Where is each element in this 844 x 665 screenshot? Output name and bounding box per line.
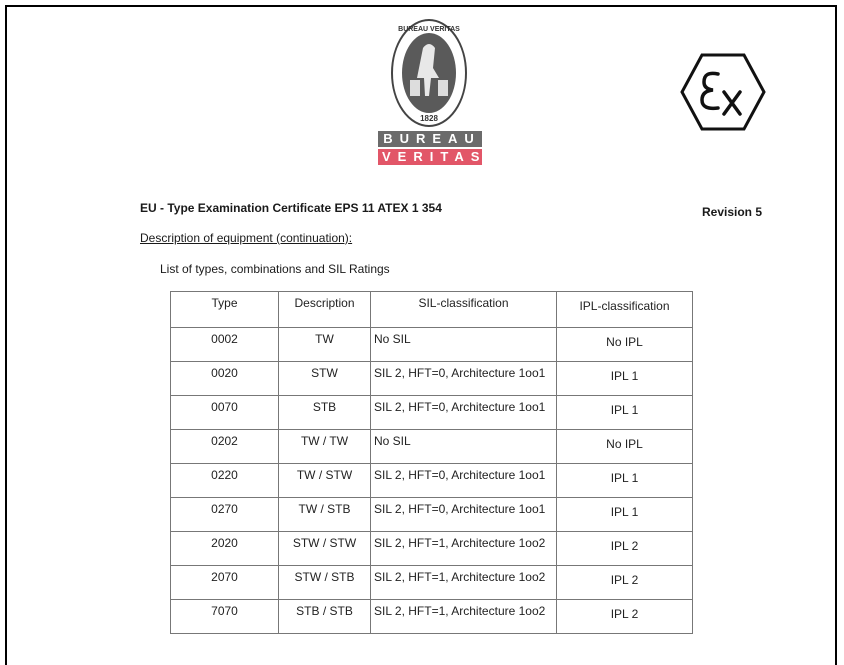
- table-row: [171, 396, 693, 430]
- cell-description: STB: [279, 396, 371, 430]
- cell-type: 0270: [171, 498, 279, 532]
- cell-type: 2020: [171, 532, 279, 566]
- cell-sil: SIL 2, HFT=0, Architecture 1oo1: [371, 396, 557, 430]
- cell-ipl: IPL 2: [557, 600, 693, 634]
- bureau-veritas-seal-icon: [390, 18, 468, 128]
- column-header-ipl: IPL-classification: [557, 292, 693, 328]
- cell-ipl: No IPL: [557, 328, 693, 362]
- cell-sil: SIL 2, HFT=1, Architecture 1oo2: [371, 566, 557, 600]
- cell-description: TW / TW: [279, 430, 371, 464]
- table-row: [171, 566, 693, 600]
- column-header-description: Description: [279, 292, 371, 328]
- cell-type: 0220: [171, 464, 279, 498]
- cell-type: 7070: [171, 600, 279, 634]
- certificate-title: EU - Type Examination Certificate EPS 11 ATEX 1 354: [140, 201, 442, 215]
- cell-description: TW / STW: [279, 464, 371, 498]
- cell-type: 2070: [171, 566, 279, 600]
- cell-sil: SIL 2, HFT=1, Architecture 1oo2: [371, 532, 557, 566]
- cell-description: STW: [279, 362, 371, 396]
- cell-type: 0202: [171, 430, 279, 464]
- revision-label: Revision 5: [702, 205, 763, 219]
- cell-sil: No SIL: [371, 430, 557, 464]
- description-label: Description of equipment (continuation): [140, 231, 349, 245]
- cell-type: 0020: [171, 362, 279, 396]
- sil-ratings-table: [170, 291, 693, 634]
- atex-ex-hexagon-icon: [680, 52, 766, 132]
- column-header-type: Type: [171, 292, 279, 328]
- table-row: [171, 532, 693, 566]
- cell-ipl: IPL 2: [557, 566, 693, 600]
- cell-sil: SIL 2, HFT=0, Architecture 1oo1: [371, 498, 557, 532]
- cell-ipl: IPL 1: [557, 464, 693, 498]
- table-row: [171, 430, 693, 464]
- cell-description: TW / STB: [279, 498, 371, 532]
- cell-sil: SIL 2, HFT=0, Architecture 1oo1: [371, 464, 557, 498]
- list-title: List of types, combinations and SIL Ratings: [160, 262, 390, 276]
- cell-sil: No SIL: [371, 328, 557, 362]
- cell-type: 0070: [171, 396, 279, 430]
- cell-sil: SIL 2, HFT=0, Architecture 1oo1: [371, 362, 557, 396]
- table-row: [171, 600, 693, 634]
- column-header-sil: SIL-classification: [371, 292, 557, 328]
- cell-description: TW: [279, 328, 371, 362]
- svg-text:BUREAU VERITAS: BUREAU VERITAS: [398, 26, 460, 33]
- table-row: [171, 464, 693, 498]
- table-row: [171, 362, 693, 396]
- cell-description: STW / STW: [279, 532, 371, 566]
- cell-ipl: No IPL: [557, 430, 693, 464]
- cell-ipl: IPL 1: [557, 362, 693, 396]
- table-header-row: [171, 292, 693, 328]
- cell-ipl: IPL 1: [557, 396, 693, 430]
- cell-sil: SIL 2, HFT=1, Architecture 1oo2: [371, 600, 557, 634]
- cell-description: STW / STB: [279, 566, 371, 600]
- cell-type: 0002: [171, 328, 279, 362]
- table-row: [171, 498, 693, 532]
- description-heading: Description of equipment (continuation):: [140, 231, 353, 245]
- logo-band-bureau: BUREAU: [378, 131, 482, 147]
- seal-year: 1828: [420, 114, 438, 123]
- cell-ipl: IPL 1: [557, 498, 693, 532]
- cell-description: STB / STB: [279, 600, 371, 634]
- logo-band-veritas: VERITAS: [378, 149, 482, 165]
- cell-ipl: IPL 2: [557, 532, 693, 566]
- table-row: [171, 328, 693, 362]
